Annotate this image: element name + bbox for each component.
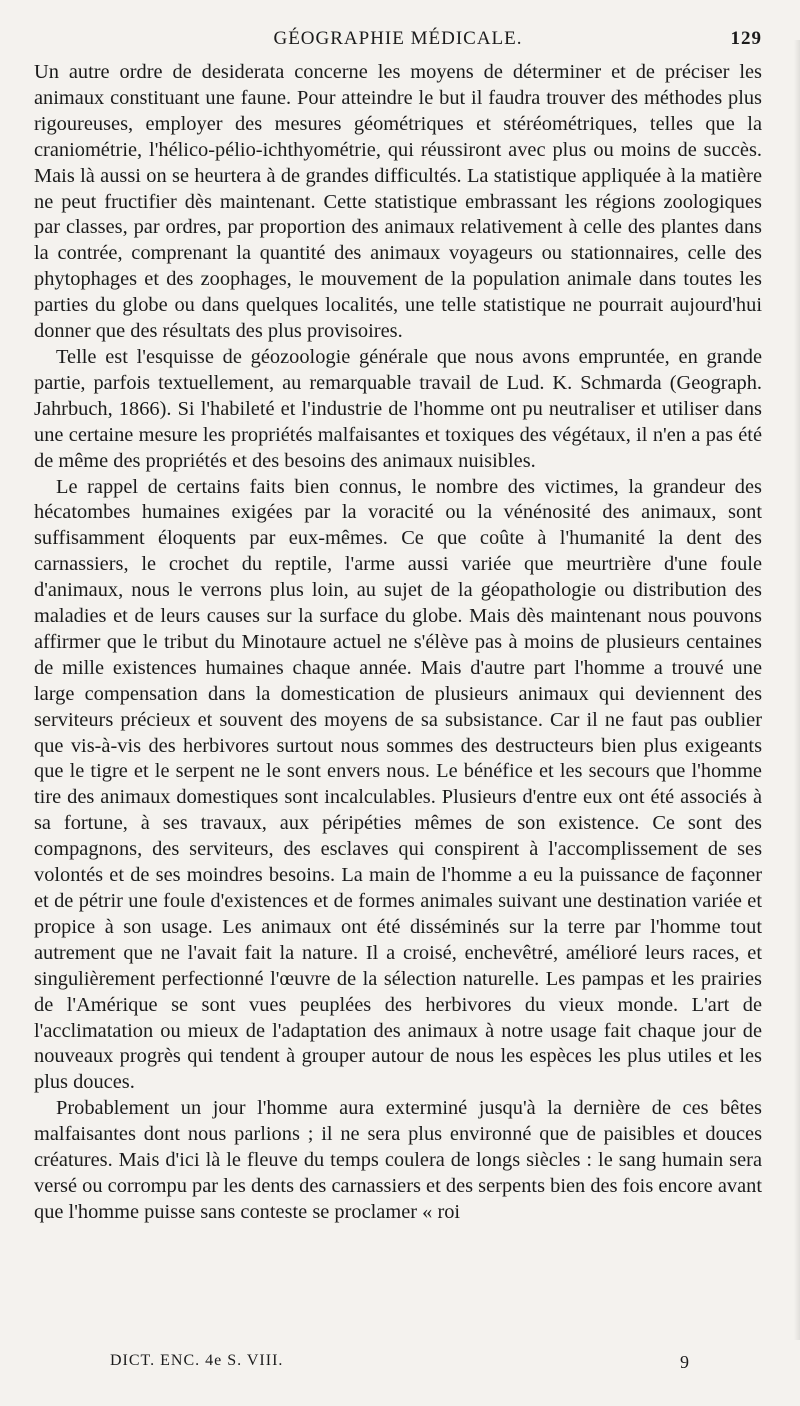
running-title: GÉOGRAPHIE MÉDICALE. xyxy=(273,28,523,49)
page-edge-shadow xyxy=(794,40,800,1340)
signature-mark: DICT. ENC. 4e S. VIII. xyxy=(110,1352,284,1369)
paragraph: Telle est l'esquisse de géozoologie générale que nous avons empruntée, en grande partie, parfois textuellement, au remarquable travail de Lud. K. Schmarda (Geograph. Jahrbuch, 1866). Si l'habileté et l'industrie de l'homme ont pu neutraliser et utiliser dans une certaine mesure les propriétés malfaisantes et toxiques des végétaux, il n'en a pas été de même des propriétés et des besoins des animaux nuisibles. xyxy=(34,345,762,472)
paragraph: Le rappel de certains faits bien connus, le nombre des victimes, la grandeur des hécatombes humaines exigées par la voracité ou la vénénosité des animaux, sont suffisamment éloquents par eux-mêmes. Ce que coûte à l'humanité la dent des carnassiers, le crochet du reptile, l'arme aussi variée que meurtrière d'une foule d'animaux, nous le verrons plus loin, au sujet de la géopathologie ou distribution des maladies et de leurs causes sur la surface du globe. Mais dès maintenant nous pouvons affirmer que le tribut du Minotaure actuel ne s'élève pas à moins de plusieurs centaines de mille existences humaines chaque année. Mais d'autre part l'homme a trouvé une large compensation dans la domestication de plusieurs animaux qui deviennent des serviteurs précieux et souvent des moyens de sa subsistance. Car il ne faut pas oublier que vis-à-vis des herbivores surtout nous sommes des destructeurs bien plus exigeants que le tigre et le serpent ne le sont envers nous. Le bénéfice et les secours que l'homme tire des animaux domestiques sont incalculables. Plusieurs d'entre eux ont été associés à sa fortune, à ses travaux, aux péripéties mêmes de son existence. Ce sont des compagnons, des serviteurs, des esclaves qui conspirent à l'accomplissement de ses volontés et de ses moindres besoins. La main de l'homme a eu la puissance de façonner et de pétrir une foule d'existences et de formes animales suivant une destination variée et propice à son usage. Les animaux ont été disséminés sur la terre par l'homme tout autrement que ne l'avait fait la nature. Il a croisé, enchevêtré, amélioré leurs races, et singulièrement perfectionné l'œuvre de la sélection naturelle. Les pampas et les prairies de l'Amérique se sont vues peuplées des herbivores du vieux monde. L'art de l'acclimatation ou mieux de l'adaptation des animaux à notre usage fait chaque jour de nouveaux progrès qui tendent à grouper autour de nous les espèces les plus utiles et les plus douces. xyxy=(34,475,762,1094)
page-body xyxy=(34,60,762,1226)
sheet-number: 9 xyxy=(680,1352,690,1372)
page-number: 129 xyxy=(730,28,762,49)
page-footer xyxy=(110,1352,690,1380)
paragraph: Probablement un jour l'homme aura exterminé jusqu'à la dernière de ces bêtes malfaisantes dont nous parlions ; il ne sera plus environné que de paisibles et douces créatures. Mais d'ici là le fleuve du temps coulera de longs siècles : le sang humain sera versé ou corrompu par les dents des carnassiers et des serpents bien des fois encore avant que l'homme puisse sans conteste se proclamer « roi xyxy=(34,1097,762,1223)
paragraph: Un autre ordre de desiderata concerne les moyens de déterminer et de préciser les animaux constituant une faune. Pour atteindre le but il faudra trouver des méthodes plus rigoureuses, employer des mesures géométriques et stéréométriques, telles que la craniométrie, l'hélico-pélio-ichthyométrie, qui réussiront avec plus ou moins de succès. Mais là aussi on se heurtera à de grandes difficultés. La statistique appliquée à la matière ne peut fructifier dès maintenant. Cette statistique embrassant les régions zoologiques par classes, par ordres, par proportion des animaux relativement à celle des plantes dans la contrée, comprenant la quantité des animaux voyageurs ou stationnaires, celle des phytophages et des zoophages, le mouvement de la population animale dans toutes les parties du globe ou dans quelques localités, une telle statistique ne pourrait aujourd'hui donner que des résultats des plus provisoires. xyxy=(34,61,762,343)
page-header xyxy=(34,28,762,60)
